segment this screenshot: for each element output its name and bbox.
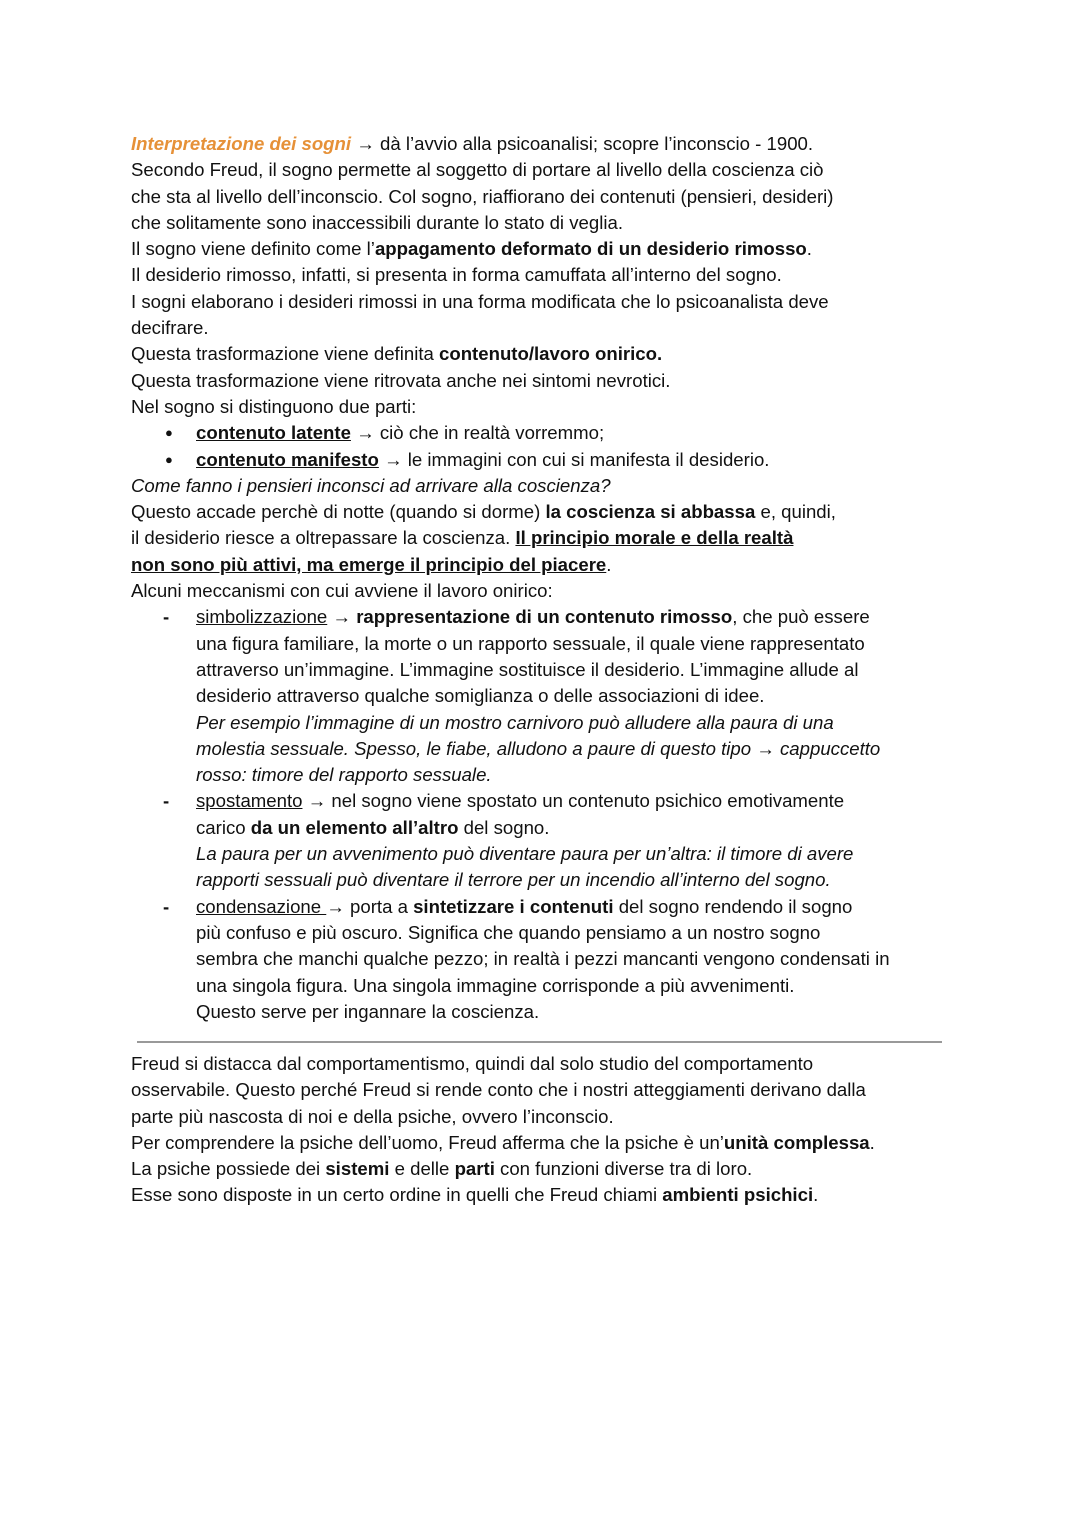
question-line: Come fanno i pensieri inconsci ad arrivare alla coscienza? [131, 474, 611, 496]
text-line: parte più nascosta di noi e della psiche, ovvero l’inconscio. [131, 1105, 614, 1127]
text-line: Per comprendere la psiche dell’uomo, Freud afferma che la psiche è un’unità complessa. [131, 1131, 875, 1153]
text-line: Il desiderio rimosso, infatti, si presenta in forma camuffata all’interno del sogno. [131, 264, 782, 286]
text-line: non sono più attivi, ma emerge il principio del piacere. [131, 553, 612, 575]
dash-marker: - [163, 895, 170, 917]
text-line: che sta al livello dell’inconscio. Col sogno, riaffiorano dei contenuti (pensieri, desideri) [131, 185, 834, 207]
bullet-item-manifest: ● contenuto manifesto → le immagini con cui si manifesta il desiderio. [131, 447, 961, 473]
bullet-marker: ● [165, 425, 173, 441]
bullet-marker: ● [165, 451, 173, 467]
text-line: sembra che manchi qualche pezzo; in realtà i pezzi mancanti vengono condensati in [196, 948, 890, 970]
text-line: attraverso un’immagine. L’immagine sostituisce il desiderio. L’immagine allude al [196, 658, 859, 680]
bullet-item-latent: ● contenuto latente → ciò che in realtà vorremmo; [131, 420, 961, 446]
mechanism-item-spostamento: - spostamento → nel sogno viene spostato un contenuto psichico emotivamente [131, 788, 961, 814]
mechanism-item-condensazione: - condensazione → porta a sintetizzare i contenuti del sogno rendendo il sogno [131, 894, 961, 920]
text-line: I sogni elaborano i desideri rimossi in una forma modificata che lo psicoanalista deve [131, 290, 829, 312]
text-line: La psiche possiede dei sistemi e delle parti con funzioni diverse tra di loro. [131, 1158, 753, 1180]
text-line: Questa trasformazione viene definita contenuto/lavoro onirico. [131, 343, 663, 365]
text-line: carico da un elemento all’altro del sogno. [196, 816, 550, 838]
document-body [131, 131, 961, 1025]
text-line: Secondo Freud, il sogno permette al soggetto di portare al livello della coscienza ciò [131, 159, 824, 181]
text-line: una singola figura. Una singola immagine corrisponde a più avvenimenti. [196, 974, 795, 996]
text-line: Questo serve per ingannare la coscienza. [196, 1000, 540, 1022]
definition-line: Il sogno viene definito come l’appagamento deformato di un desiderio rimosso. [131, 238, 812, 260]
text-line: Freud si distacca dal comportamentismo, quindi dal solo studio del comportamento [131, 1053, 814, 1074]
intro-line: Interpretazione dei sogni → dà l’avvio alla psicoanalisi; scopre l’inconscio - 1900. [131, 133, 814, 154]
text-line: Esse sono disposte in un certo ordine in quelli che Freud chiami ambienti psichici. [131, 1184, 819, 1206]
text-line: decifrare. [131, 317, 209, 339]
section-title: Interpretazione dei sogni [131, 133, 352, 154]
text-line: desiderio attraverso qualche somiglianza o delle associazioni di idee. [196, 685, 765, 707]
text-line: il desiderio riesce a oltrepassare la coscienza. Il principio morale e della realtà [131, 527, 794, 549]
text-line: Questa trasformazione viene ritrovata anche nei sintomi nevrotici. [131, 369, 671, 391]
example-line: Per esempio l’immagine di un mostro carnivoro può alludere alla paura di una [196, 711, 834, 733]
dash-marker: - [163, 606, 170, 628]
horizontal-divider [137, 1041, 942, 1043]
text-line: osservabile. Questo perché Freud si rende conto che i nostri atteggiamenti derivano dalla [131, 1079, 866, 1101]
document-body-second [131, 1051, 961, 1209]
dash-marker: - [163, 790, 170, 812]
example-line: rapporti sessuali può diventare il terrore per un incendio all’interno del sogno. [196, 869, 831, 891]
example-line: molestia sessuale. Spesso, le fiabe, alludono a paure di questo tipo → cappuccetto [196, 737, 881, 759]
text-line: Nel sogno si distinguono due parti: [131, 395, 417, 417]
text-line: una figura familiare, la morte o un rapporto sessuale, il quale viene rappresentato [196, 632, 865, 654]
text-line: Alcuni meccanismi con cui avviene il lavoro onirico: [131, 580, 553, 602]
mechanism-item-simbolizzazione: - simbolizzazione → rappresentazione di un contenuto rimosso, che può essere [131, 604, 961, 630]
text-line: più confuso e più oscuro. Significa che quando pensiamo a un nostro sogno [196, 921, 821, 943]
text-line: che solitamente sono inaccessibili durante lo stato di veglia. [131, 211, 623, 233]
text-line: Questo accade perchè di notte (quando si dorme) la coscienza si abbassa e, quindi, [131, 501, 836, 523]
example-line: La paura per un avvenimento può diventare paura per un’altra: il timore di avere [196, 843, 854, 865]
example-line: rosso: timore del rapporto sessuale. [196, 764, 492, 786]
